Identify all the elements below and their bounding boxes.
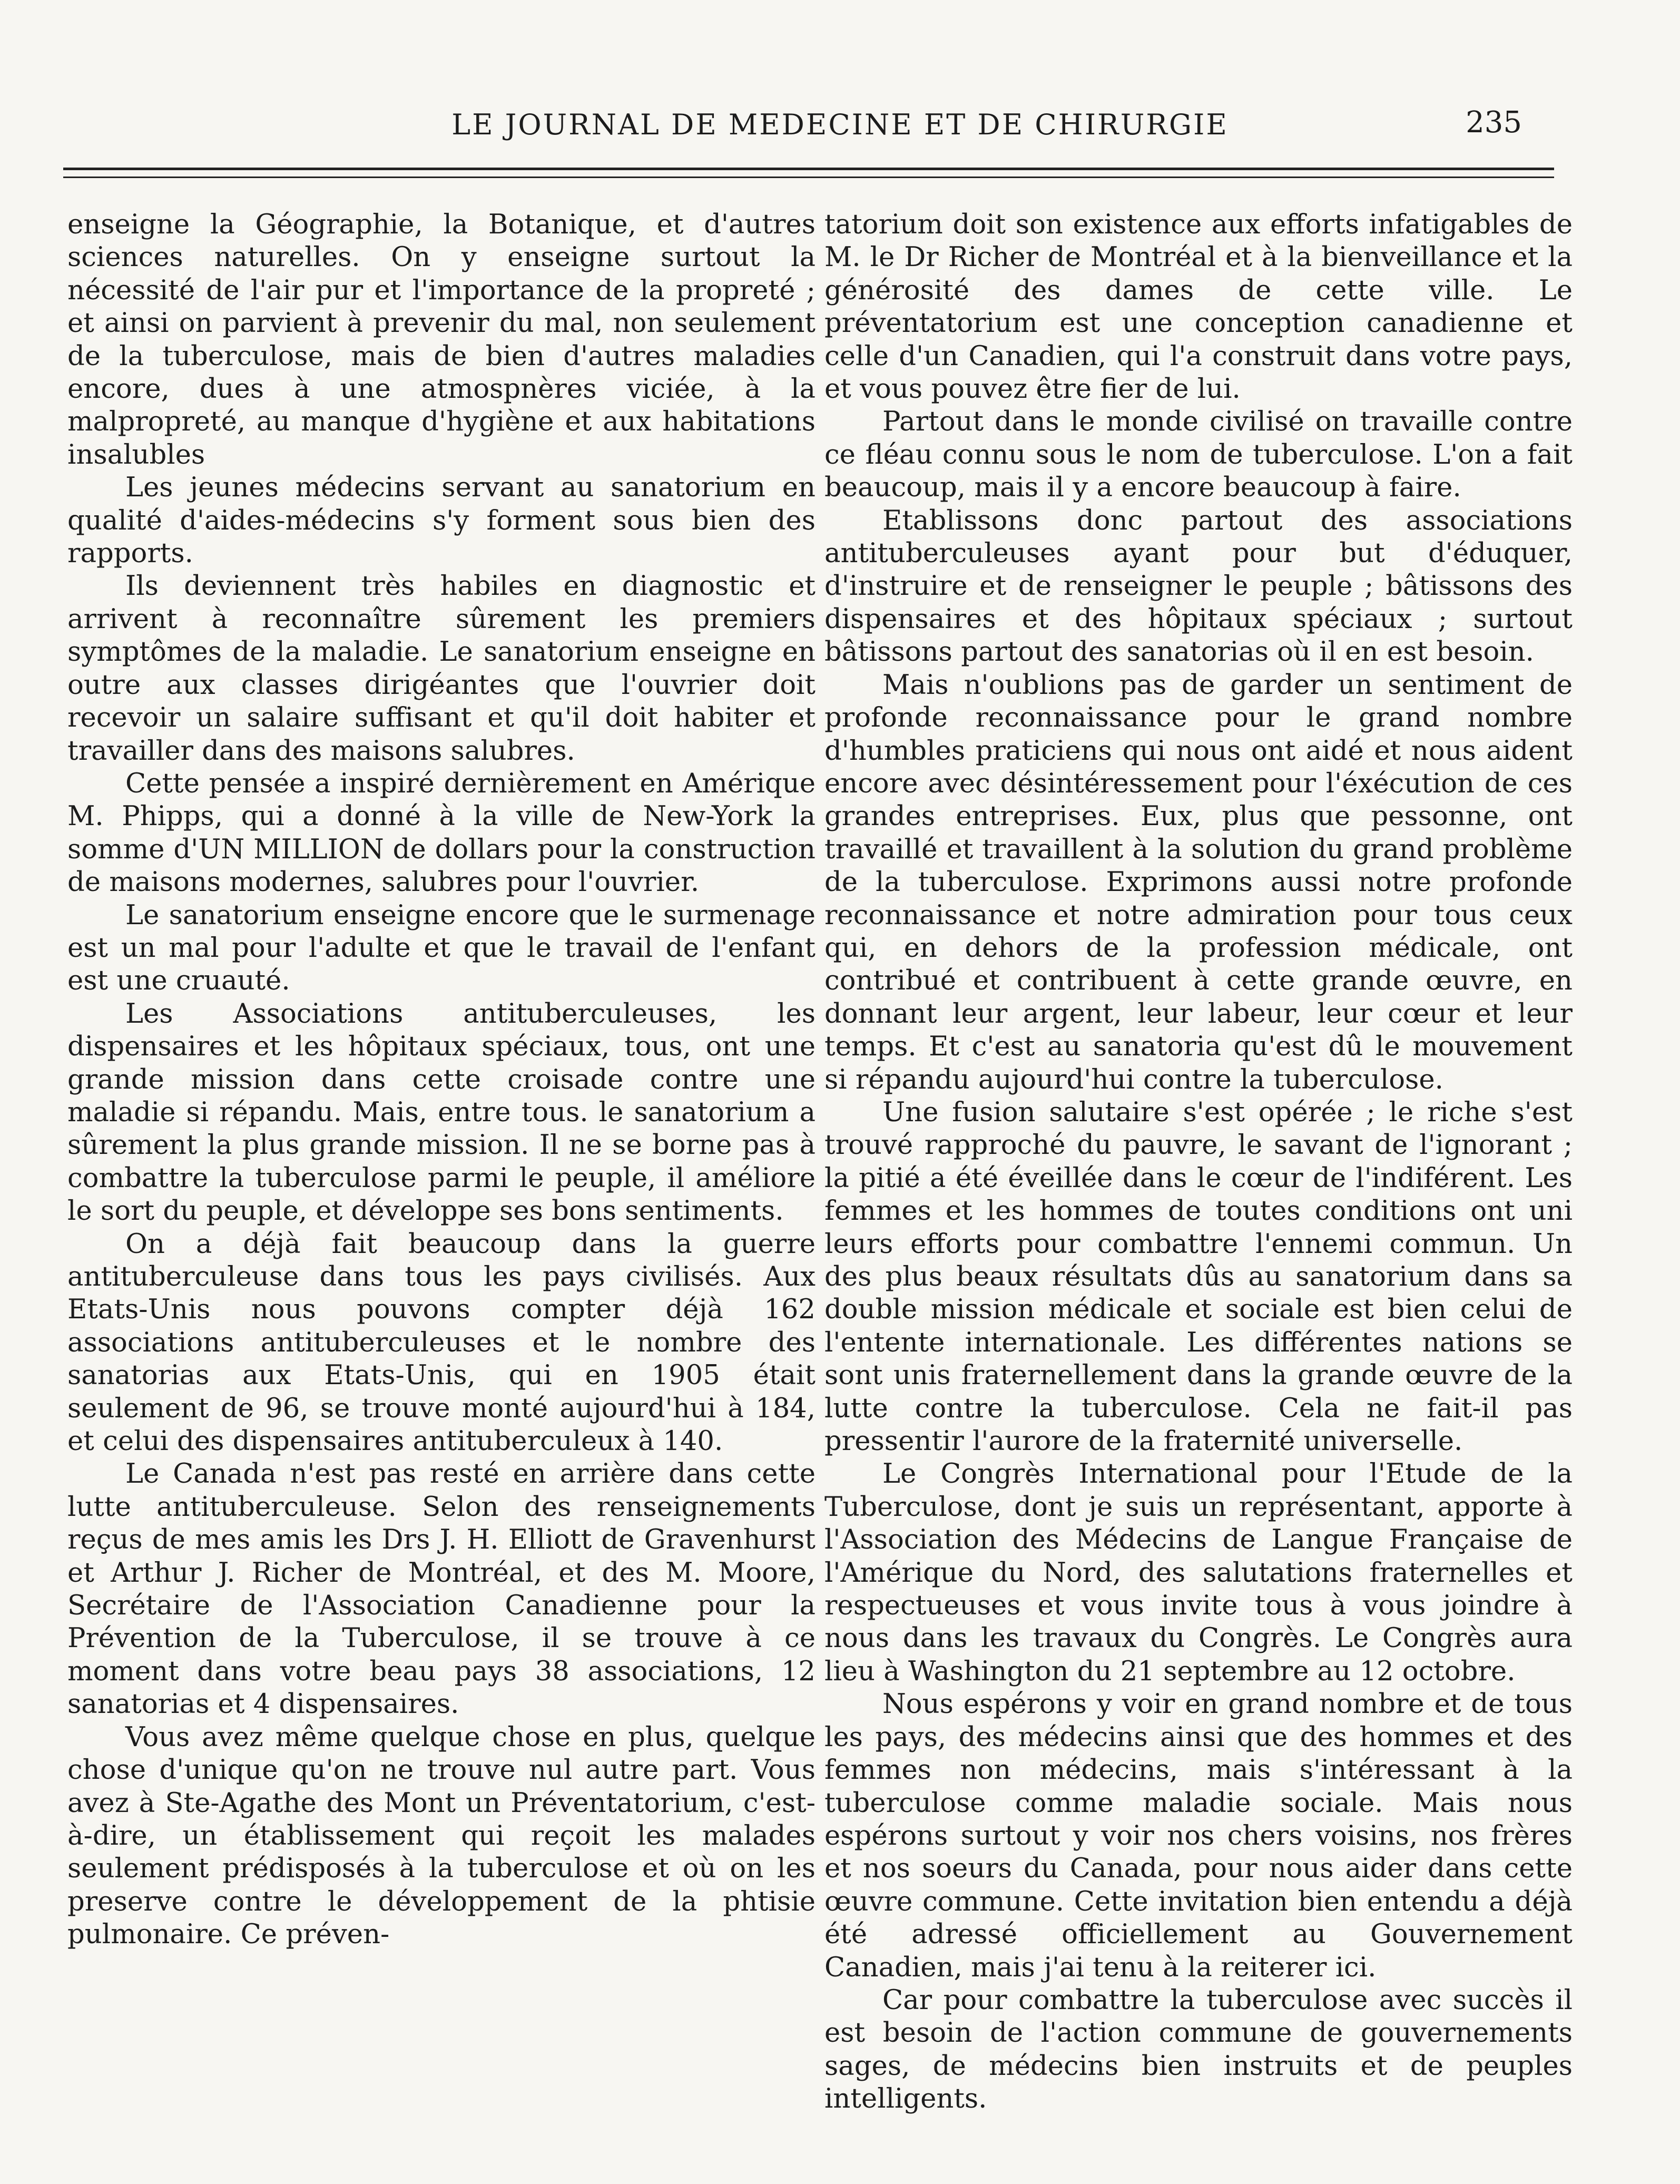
- paragraph: Le Congrès International pour l'Etude de la Tuberculose, dont je suis un représentant, apporte à l'Association des Médecins de Langue Française de l'Amérique du Nord, des salutations fraternelles et respectueuses et vous invite tous à vous joindre à nous dans les travaux du Congrès. Le Congrès aura lieu à Washington du 21 septembre au 12 octobre.: [824, 1458, 1573, 1687]
- paragraph: Vous avez même quelque chose en plus, quelque chose d'unique qu'on ne trouve nul autre part. Vous avez à Ste-Agathe des Mont un Préventatorium, c'est-à-dire, un établissement qui reçoit les malades seulement prédisposés à la tuberculose et où on les preserve contre le développement de la phtisie pulmonaire. Ce préven-: [67, 1721, 816, 1951]
- header-rule: [63, 168, 1554, 170]
- paragraph: Le Canada n'est pas resté en arrière dans cette lutte antituberculeuse. Selon des renseignements reçus de mes amis les Drs J. H. Elliott de Gravenhurst et Arthur J. Richer de Montréal, et des M. Moore, Secrétaire de l'Association Canadienne pour la Prévention de la Tuberculose, il se trouve à ce moment dans votre beau pays 38 associations, 12 sanatorias et 4 dispensaires.: [67, 1458, 816, 1720]
- paragraph: Partout dans le monde civilisé on travaille contre ce fléau connu sous le nom de tuberculose. L'on a fait beaucoup, mais il y a encore beaucoup à faire.: [824, 406, 1573, 504]
- paragraph: Cette pensée a inspiré dernièrement en Amérique M. Phipps, qui a donné à la ville de New-York la somme d'UN MILLION de dollars pour la construction de maisons modernes, salubres pour l'ouvrier.: [67, 767, 816, 898]
- paragraph: Mais n'oublions pas de garder un sentiment de profonde reconnaissance pour le grand nombre d'humbles praticiens qui nous ont aidé et nous aident encore avec désintéressement pour l'éxécution de ces grandes entreprises. Eux, plus que pessonne, ont travaillé et travaillent à la solution du grand problème de la tuberculose. Exprimons aussi notre profonde reconnaissance et notre admiration pour tous ceux qui, en dehors de la profession médicale, ont contribué et contribuent à cette grande œuvre, en donnant leur argent, leur labeur, leur cœur et leur temps. Et c'est au sanatoria qu'est dû le mouvement si répandu aujourd'hui contre la tuberculose.: [824, 669, 1573, 1095]
- paragraph: Etablissons donc partout des associations antituberculeuses ayant pour but d'éduquer, d'instruire et de renseigner le peuple ; bâtissons des dispensaires et des hôpitaux spéciaux ; surtout bâtissons partout des sanatorias où il en est besoin.: [824, 504, 1573, 668]
- paragraph: Le sanatorium enseigne encore que le surmenage est un mal pour l'adulte et que le travail de l'enfant est une cruauté.: [67, 899, 816, 997]
- page-number: 235: [1466, 105, 1522, 140]
- paragraph: On a déjà fait beaucoup dans la guerre antituberculeuse dans tous les pays civilisés. Aux Etats-Unis nous pouvons compter déjà 162 associations antituberculeuses et le nombre des sanatorias aux Etats-Unis, qui en 1905 était seulement de 96, se trouve monté aujourd'hui à 184, et celui des dispensaires antituberculeux à 140.: [67, 1228, 816, 1457]
- paragraph: Une fusion salutaire s'est opérée ; le riche s'est trouvé rapproché du pauvre, le savant de l'ignorant ; la pitié a été éveillée dans le cœur de l'indiférent. Les femmes et les hommes de toutes conditions ont uni leurs efforts pour combattre l'ennemi commun. Un des plus beaux résultats dûs au sanatorium dans sa double mission médicale et sociale est bien celui de l'entente internationale. Les différentes nations se sont unis fraternellement dans la grande œuvre de la lutte contre la tuberculose. Cela ne fait-il pas pressentir l'aurore de la fraternité universelle.: [824, 1096, 1573, 1457]
- paragraph: Car pour combattre la tuberculose avec succès il est besoin de l'action commune de gouvernements sages, de médecins bien instruits et de peuples intelligents.: [824, 1984, 1573, 2115]
- paragraph: Les Associations antituberculeuses, les dispensaires et les hôpitaux spéciaux, tous, ont une grande mission dans cette croisade contre une maladie si répandu. Mais, entre tous. le sanatorium a sûrement la plus grande mission. Il ne se borne pas à combattre la tuberculose parmi le peuple, il améliore le sort du peuple, et développe ses bons sentiments.: [67, 997, 816, 1227]
- paragraph: enseigne la Géographie, la Botanique, et d'autres sciences naturelles. On y enseigne surtout la nécessité de l'air pur et l'importance de la propreté ; et ainsi on parvient à prevenir du mal, non seulement de la tuberculose, mais de bien d'autres maladies encore, dues à une atmospnères viciée, à la malpropreté, au manque d'hygiène et aux habitations insalubles: [67, 209, 816, 471]
- left-column: [67, 208, 816, 1951]
- paragraph: Les jeunes médecins servant au sanatorium en qualité d'aides-médecins s'y forment sous bien des rapports.: [67, 472, 816, 570]
- header-rule-thin: [63, 177, 1554, 178]
- running-head: LE JOURNAL DE MEDECINE ET DE CHIRURGIE: [451, 108, 1229, 141]
- right-column: [824, 208, 1573, 2116]
- paragraph: tatorium doit son existence aux efforts infatigables de M. le Dr Richer de Montréal et à la bienveillance et la générosité des dames de cette ville. Le préventatorium est une conception canadienne et celle d'un Canadien, qui l'a construit dans votre pays, et vous pouvez être fier de lui.: [824, 209, 1573, 405]
- paragraph: Ils deviennent très habiles en diagnostic et arrivent à reconnaître sûrement les premiers symptômes de la maladie. Le sanatorium enseigne en outre aux classes dirigéantes que l'ouvrier doit recevoir un salaire suffisant et qu'il doit habiter et travailler dans des maisons salubres.: [67, 570, 816, 767]
- paragraph: Nous espérons y voir en grand nombre et de tous les pays, des médecins ainsi que des hommes et des femmes non médecins, mais s'intéressant à la tuberculose comme maladie sociale. Mais nous espérons surtout y voir nos chers voisins, nos frères et nos soeurs du Canada, pour nous aider dans cette œuvre commune. Cette invitation bien entendu a déjà été adressé officiellement au Gouvernement Canadien, mais j'ai tenu à la reiterer ici.: [824, 1688, 1573, 1983]
